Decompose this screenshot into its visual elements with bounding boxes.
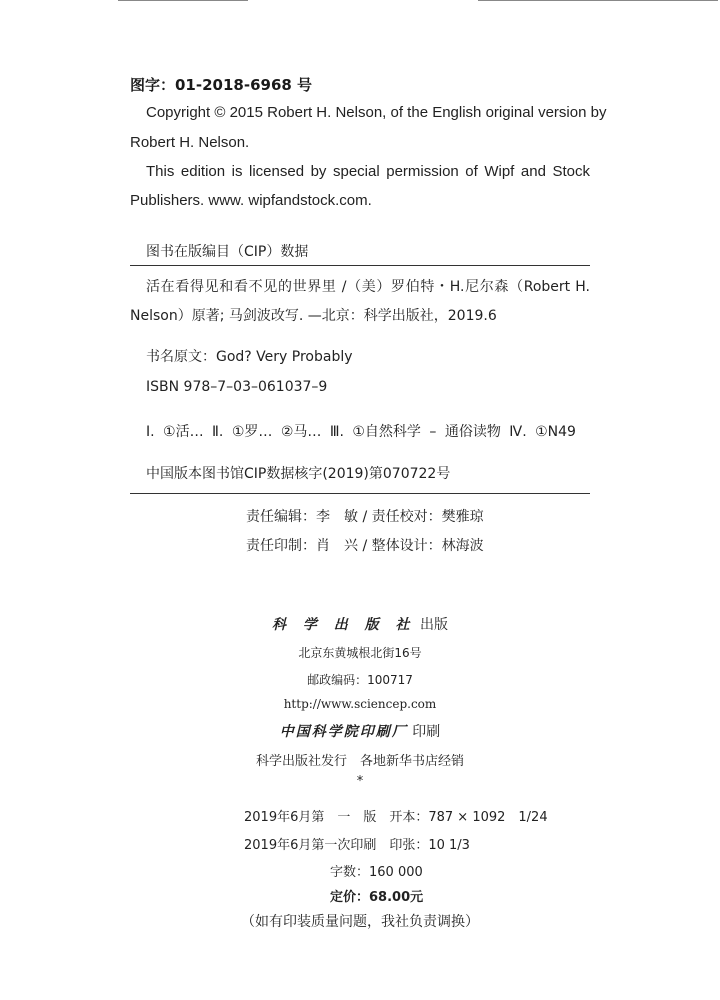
word-count: 字数：160 000	[330, 865, 423, 880]
distribution-line: 科学出版社发行 各地新华书店经销	[255, 754, 464, 769]
publisher-address: 北京东黄城根北街16号	[298, 646, 422, 660]
copyright-line-2: Robert H. Nelson.	[130, 134, 250, 151]
cip-bottom-rule	[130, 493, 590, 494]
printer-suffix: 印刷	[412, 724, 441, 740]
cip-top-rule	[130, 265, 590, 266]
separator-asterisk: *	[356, 774, 364, 789]
cip-title-line-1: 活在看得见和看不见的世界里 /（美）罗伯特・H.尼尔森（Robert H.	[146, 279, 590, 295]
license-line-2: Publishers. www. wipfandstock.com.	[130, 192, 372, 209]
edition-info: 2019年6月第 一 版 开本：787 × 1092 1/24	[244, 810, 548, 825]
copyright-line-1: Copyright © 2015 Robert H. Nelson, of the English original version by	[146, 104, 607, 121]
postcode: 邮政编码：100717	[307, 673, 413, 687]
cip-isbn: ISBN 978–7–03–061037–9	[146, 379, 328, 395]
printer-logo-text: 中国科学院印刷厂	[279, 724, 408, 740]
price: 定价：68.00元	[330, 890, 424, 905]
cip-original-title: 书名原文：God? Very Probably	[146, 349, 353, 365]
publisher-logo-text: 科 学 出 版 社	[272, 617, 416, 633]
top-edge-line	[118, 0, 248, 1]
cip-title-line-2: Nelson）原著; 马剑波改写. —北京：科学出版社，2019.6	[130, 308, 497, 324]
production-credits: 责任印制：肖 兴 / 整体设计：林海波	[246, 538, 484, 554]
publisher-website: http://www.sciencep.com	[283, 697, 437, 711]
printing-info: 2019年6月第一次印刷 印张：10 1/3	[244, 838, 470, 853]
cip-heading: 图书在版编目（CIP）数据	[146, 244, 309, 260]
cip-record-number: 中国版本图书馆CIP数据核字(2019)第070722号	[146, 466, 451, 482]
publisher-suffix: 出版	[419, 617, 448, 633]
top-edge-line	[478, 0, 718, 1]
license-number: 图字：01-2018-6968 号	[130, 76, 313, 94]
license-line-1: This edition is licensed by special permission of Wipf and Stock	[146, 163, 590, 180]
publisher-line	[0, 614, 720, 634]
quality-notice: （如有印装质量问题，我社负责调换）	[241, 914, 479, 930]
printer-line	[0, 721, 720, 741]
editor-credits: 责任编辑：李 敏 / 责任校对：樊雅琼	[246, 509, 484, 525]
cip-classification: Ⅰ. ①活… Ⅱ. ①罗… ②马… Ⅲ. ①自然科学 – 通俗读物 Ⅳ. ①N49	[146, 424, 576, 440]
